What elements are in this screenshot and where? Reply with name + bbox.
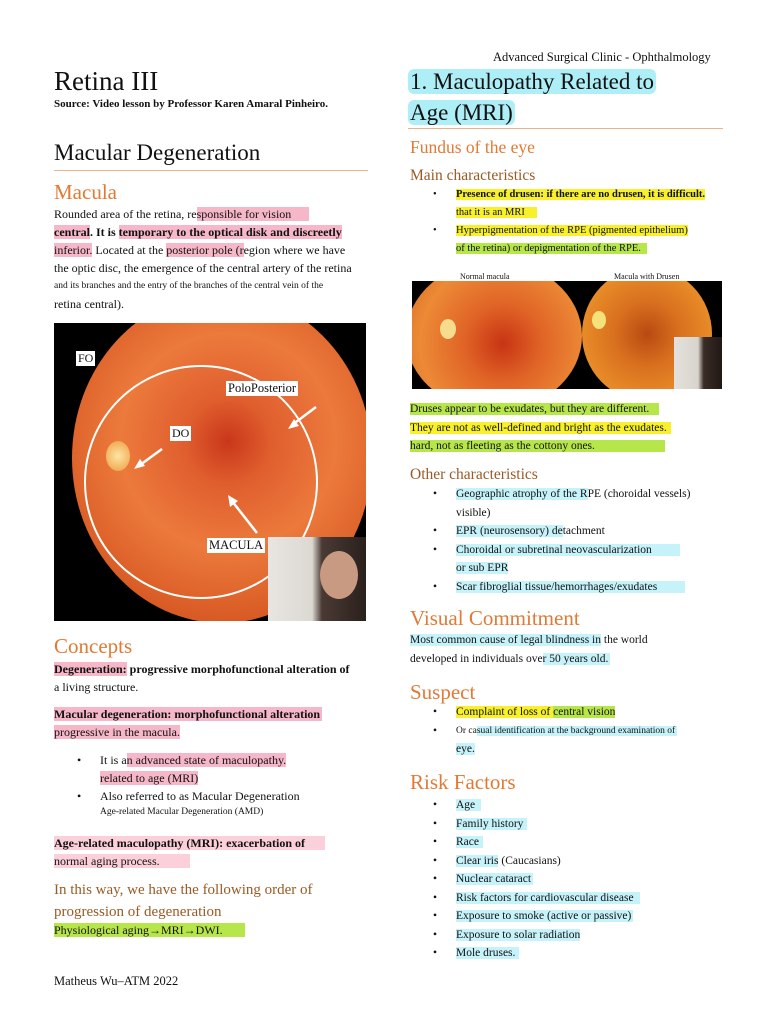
- suspect-item: • Complaint of loss of central vision: [456, 703, 721, 722]
- risk-item: • Nuclear cataract: [456, 870, 721, 889]
- heading-other-characteristics: Other characteristics: [410, 466, 538, 483]
- md-line: progressive in the macula.: [54, 725, 180, 739]
- bullet-dot: •: [433, 799, 438, 811]
- label-polo-posterior: PoloPosterior: [228, 381, 297, 395]
- heading-macula: Macula: [54, 180, 117, 204]
- other-item: • Geographic atrophy of the RPE (choroidal vessels) visible): [456, 485, 721, 522]
- macula-paragraph: [54, 205, 384, 313]
- visual-commitment-text: Most common cause of legal blindness in the world developed in individuals over 50 years old.: [410, 634, 648, 665]
- degeneration-line: a living structure.: [54, 680, 139, 694]
- suspect-item: • Or casual identification at the background examination of eye.: [456, 722, 721, 759]
- section-title: 1. Maculopathy Related to Age (MRI): [410, 69, 654, 125]
- fundus-figure: [54, 323, 366, 621]
- bullet-dot: •: [433, 928, 438, 941]
- main-item: • Hyperpigmentation of the RPE (pigmented epithelium) of the retina) or depigmentation of the RPE.: [456, 222, 721, 258]
- footer-author: Matheus Wu–ATM 2022: [54, 974, 179, 988]
- caption-normal-macula: Normal macula: [460, 272, 510, 281]
- page-title: Retina III: [54, 66, 159, 96]
- risk-item: • Clear iris (Caucasians): [456, 852, 721, 871]
- bullet-dot: •: [77, 789, 82, 803]
- progression-sequence: Physiological aging→MRI→DWI.: [54, 921, 245, 939]
- other-characteristics-list: [433, 485, 721, 596]
- bullet-dot: •: [433, 854, 438, 867]
- risk-item: • Race: [456, 833, 721, 852]
- label-macula: MACULA: [209, 538, 264, 552]
- md-line: Macular degeneration: morphofunctional alteration: [54, 707, 321, 721]
- source-line: Source: Video lesson by Professor Karen Amaral Pinheiro.: [54, 98, 328, 110]
- heading-risk-factors: Risk Factors: [410, 770, 516, 794]
- mri-definition: [54, 834, 384, 870]
- bullet-dot: •: [433, 873, 438, 885]
- comparison-figure: [412, 281, 722, 389]
- druses-note: [410, 400, 725, 456]
- bullet-dot: •: [433, 580, 438, 593]
- macula-line: inferior. Located at the posterior pole (region where we have: [54, 243, 346, 257]
- heading-macular-degeneration: Macular Degeneration: [54, 140, 368, 171]
- macula-line: and its branches and the entry of the branches of the central vein of the: [54, 281, 324, 291]
- macular-degeneration-definition: [54, 705, 384, 741]
- label-do: DO: [172, 426, 190, 440]
- risk-item: • Exposure to solar radiation: [456, 926, 721, 945]
- bullet-dot: •: [433, 724, 438, 737]
- bullet-dot: •: [433, 836, 438, 848]
- risk-item: • Family history: [456, 815, 721, 834]
- macula-line: central. It is temporary to the optical disk and discreetly: [54, 225, 342, 239]
- degeneration-definition: [54, 660, 384, 696]
- bullet-dot: •: [433, 488, 438, 500]
- bullet-dot: •: [433, 891, 438, 904]
- heading-suspect: Suspect: [410, 680, 476, 704]
- heading-fundus: Fundus of the eye: [410, 137, 535, 157]
- bullet-dot: •: [433, 706, 438, 718]
- main-item: • Presence of drusen: if there are no drusen, it is difficult. that it is an MRI: [456, 186, 721, 222]
- macula-line: retina central).: [54, 297, 124, 311]
- druses-line: hard, not as fleeting as the cottony ones.: [410, 437, 725, 456]
- bullet-dot: •: [433, 947, 438, 959]
- presenter-thumbnail-small: [674, 337, 722, 389]
- concept-bullets: [77, 751, 370, 819]
- druses-line: Druses appear to be exudates, but they are different.: [410, 400, 725, 419]
- bullet-dot: •: [433, 817, 438, 830]
- bullet-item: • Also referred to as Macular Degeneration Age-related Macular Degeneration (AMD): [77, 789, 300, 817]
- risk-item: • Mole druses.: [456, 944, 721, 963]
- drusen-optic-disc: [592, 311, 606, 329]
- risk-item: • Exposure to smoke (active or passive): [456, 907, 721, 926]
- bullet-dot: •: [433, 189, 437, 200]
- progression-heading: In this way, we have the following order of progression of degeneration: [54, 882, 313, 920]
- clinic-header: Advanced Surgical Clinic - Ophthalmology: [493, 50, 711, 64]
- risk-item: • Age: [456, 796, 721, 815]
- heading-concepts: Concepts: [54, 634, 133, 658]
- bullet-dot: •: [433, 225, 437, 236]
- presenter-thumbnail: [268, 537, 366, 621]
- normal-optic-disc: [440, 319, 456, 339]
- druses-line: They are not as well-defined and bright as the exudates.: [410, 419, 725, 438]
- heading-main-characteristics: Main characteristics: [410, 167, 536, 184]
- main-characteristics-list: [433, 186, 721, 258]
- risk-item: • Risk factors for cardiovascular disease: [456, 889, 721, 908]
- suspect-list: [433, 703, 721, 759]
- caption-macula-drusen: Macula with Drusen: [614, 272, 680, 281]
- presenter-face: [320, 551, 358, 599]
- degeneration-line: Degeneration: progressive morphofunctional alteration of: [54, 662, 350, 676]
- other-item: • EPR (neurosensory) detachment: [456, 522, 721, 541]
- normal-macula-image: [412, 281, 582, 389]
- bullet-dot: •: [77, 753, 82, 767]
- other-item: • Scar fibroglial tissue/hemorrhages/exudates: [456, 578, 721, 597]
- mri-line: normal aging process.: [54, 852, 384, 870]
- section-rule: [408, 128, 723, 129]
- bullet-dot: •: [433, 543, 438, 556]
- heading-visual-commitment: Visual Commitment: [410, 606, 580, 630]
- bullet-dot: •: [433, 910, 438, 922]
- risk-factor-list: [433, 796, 721, 963]
- macula-line: the optic disc, the emergence of the central artery of the retina: [54, 261, 352, 275]
- bullet-dot: •: [433, 525, 438, 537]
- macula-line: Rounded area of the retina, responsible for vision: [54, 205, 384, 223]
- label-fo: FO: [78, 351, 94, 365]
- mri-line: Age-related maculopathy (MRI): exacerbation of: [54, 834, 384, 852]
- bullet-item: • It is an advanced state of maculopathy. related to age (MRI): [77, 753, 287, 785]
- other-item: • Choroidal or subretinal neovascularization or sub EPR: [456, 541, 721, 578]
